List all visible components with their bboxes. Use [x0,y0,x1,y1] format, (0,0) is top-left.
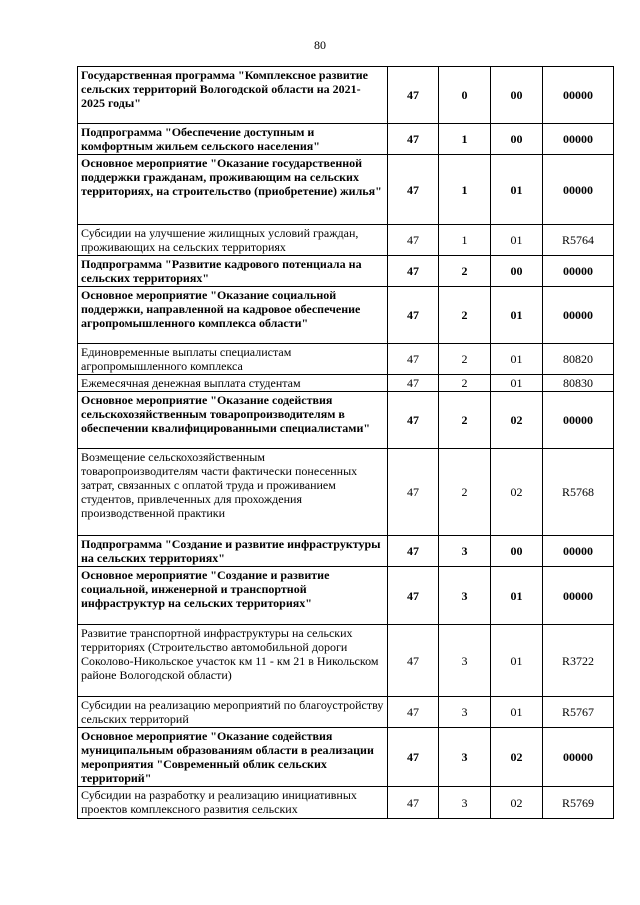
table-row [78,375,614,392]
event-code-cell: 02 [491,787,543,819]
row-name-cell: Подпрограмма "Развитие кадрового потенциала на сельских территориях" [78,256,388,287]
table-row [78,124,614,155]
direction-code-cell: 80830 [543,375,614,392]
event-code-cell: 01 [491,155,543,225]
direction-code-cell: R5764 [543,225,614,256]
program-code-cell: 47 [388,256,439,287]
program-code-cell: 47 [388,449,439,536]
table-row [78,536,614,567]
program-code-cell: 47 [388,625,439,697]
row-name-cell: Ежемесячная денежная выплата студентам [78,375,388,392]
table-row [78,697,614,728]
row-name-cell: Государственная программа "Комплексное развитие сельских территорий Вологодской области на 2021-2025 годы" [78,67,388,124]
table-row [78,625,614,697]
row-name-cell: Субсидии на реализацию мероприятий по благоустройству сельских территорий [78,697,388,728]
event-code-cell: 00 [491,536,543,567]
table-row [78,225,614,256]
table-row [78,344,614,375]
direction-code-cell: 80820 [543,344,614,375]
event-code-cell: 01 [491,287,543,344]
subprogram-code-cell: 2 [439,256,491,287]
row-name-cell: Субсидии на разработку и реализацию инициативных проектов комплексного развития сельских [78,787,388,819]
row-name-cell: Основное мероприятие "Оказание содействия сельскохозяйственным товаропроизводителям в обеспечении квалифицированными специалистами" [78,392,388,449]
row-name-cell: Подпрограмма "Обеспечение доступным и комфортным жильем сельского населения" [78,124,388,155]
table-row [78,256,614,287]
subprogram-code-cell: 2 [439,449,491,536]
direction-code-cell: R5767 [543,697,614,728]
event-code-cell: 00 [491,256,543,287]
event-code-cell: 02 [491,728,543,787]
event-code-cell: 02 [491,449,543,536]
table-row [78,155,614,225]
subprogram-code-cell: 2 [439,392,491,449]
table-row [78,787,614,819]
event-code-cell: 00 [491,67,543,124]
direction-code-cell: 00000 [543,256,614,287]
event-code-cell: 01 [491,567,543,625]
subprogram-code-cell: 1 [439,124,491,155]
row-name-cell: Подпрограмма "Создание и развитие инфраструктуры на сельских территориях" [78,536,388,567]
direction-code-cell: R3722 [543,625,614,697]
subprogram-code-cell: 3 [439,787,491,819]
event-code-cell: 02 [491,392,543,449]
subprogram-code-cell: 3 [439,567,491,625]
subprogram-code-cell: 3 [439,697,491,728]
subprogram-code-cell: 2 [439,375,491,392]
row-name-cell: Основное мероприятие "Оказание государственной поддержки гражданам, проживающим на сельских территориях, на строительство (приобретение) жилья" [78,155,388,225]
direction-code-cell: 00000 [543,155,614,225]
direction-code-cell: 00000 [543,287,614,344]
program-code-cell: 47 [388,67,439,124]
subprogram-code-cell: 3 [439,625,491,697]
subprogram-code-cell: 0 [439,67,491,124]
budget-classification-table [77,66,614,819]
event-code-cell: 01 [491,625,543,697]
table-row [78,392,614,449]
row-name-cell: Возмещение сельскохозяйственным товаропроизводителям части фактически понесенных затрат, связанных с оплатой труда и проживанием студентов, привлеченных для прохождения производственной практики [78,449,388,536]
page-number: 80 [314,38,326,52]
subprogram-code-cell: 3 [439,536,491,567]
row-name-cell: Основное мероприятие "Оказание социальной поддержки, направленной на кадровое обеспечение агропромышленного комплекса области" [78,287,388,344]
row-name-cell: Основное мероприятие "Оказание содействия муниципальным образованиям области в реализации мероприятия "Современный облик сельских территорий" [78,728,388,787]
subprogram-code-cell: 2 [439,287,491,344]
event-code-cell: 01 [491,375,543,392]
program-code-cell: 47 [388,287,439,344]
event-code-cell: 01 [491,225,543,256]
event-code-cell: 01 [491,344,543,375]
program-code-cell: 47 [388,536,439,567]
subprogram-code-cell: 2 [439,344,491,375]
table-row [78,567,614,625]
direction-code-cell: 00000 [543,124,614,155]
program-code-cell: 47 [388,225,439,256]
row-name-cell: Субсидии на улучшение жилищных условий граждан, проживающих на сельских территориях [78,225,388,256]
row-name-cell: Развитие транспортной инфраструктуры на сельских территориях (Строительство автомобильной дороги Соколово-Никольское участок км 11 - км 21 в Никольском районе Вологодской области) [78,625,388,697]
table-row [78,449,614,536]
program-code-cell: 47 [388,697,439,728]
event-code-cell: 01 [491,697,543,728]
direction-code-cell: R5769 [543,787,614,819]
direction-code-cell: R5768 [543,449,614,536]
subprogram-code-cell: 1 [439,225,491,256]
table-row [78,728,614,787]
row-name-cell: Основное мероприятие "Создание и развитие социальной, инженерной и транспортной инфраструктур на сельских территориях" [78,567,388,625]
program-code-cell: 47 [388,787,439,819]
direction-code-cell: 00000 [543,567,614,625]
direction-code-cell: 00000 [543,67,614,124]
program-code-cell: 47 [388,728,439,787]
program-code-cell: 47 [388,344,439,375]
table-row [78,67,614,124]
event-code-cell: 00 [491,124,543,155]
program-code-cell: 47 [388,392,439,449]
program-code-cell: 47 [388,124,439,155]
subprogram-code-cell: 3 [439,728,491,787]
program-code-cell: 47 [388,567,439,625]
row-name-cell: Единовременные выплаты специалистам агропромышленного комплекса [78,344,388,375]
direction-code-cell: 00000 [543,536,614,567]
program-code-cell: 47 [388,155,439,225]
direction-code-cell: 00000 [543,728,614,787]
direction-code-cell: 00000 [543,392,614,449]
subprogram-code-cell: 1 [439,155,491,225]
table-row [78,287,614,344]
program-code-cell: 47 [388,375,439,392]
